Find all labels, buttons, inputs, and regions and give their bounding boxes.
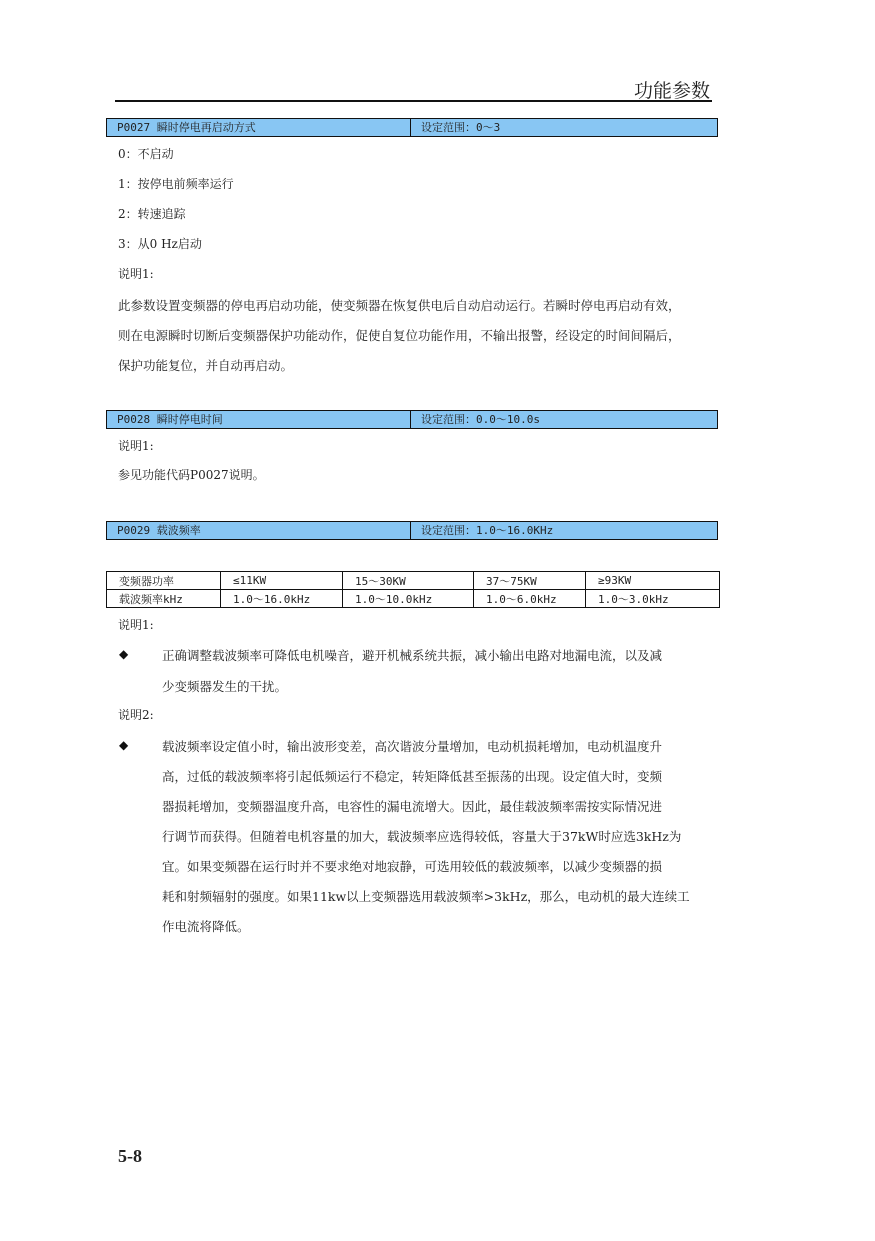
note-label: 说明2: [118,708,154,722]
note-line: 宜。如果变频器在运行时并不要求绝对地寂静，可选用较低的载波频率，以减少变频器的损 [162,859,663,874]
page-number: 5-8 [118,1146,142,1166]
note-label: 说明1: [118,618,154,632]
param-name: P0028 瞬时停电时间 [117,413,223,426]
note-line: 正确调整载波频率可降低电机噪音，避开机械系统共振，减小输出电路对地漏电流，以及减 [162,648,663,663]
table-cell: ≥93KW [586,572,720,590]
note-line: 此参数设置变频器的停电再启动功能，使变频器在恢复供电后自动启动运行。若瞬时停电再启动有效， [118,298,681,313]
param-range: 设定范围：1.0～16.0KHz [421,524,554,537]
option-0: 0：不启动 [118,147,174,161]
param-header-p0027 [106,118,718,137]
note-label: 说明1: [118,267,154,281]
header-rule [115,100,712,102]
note-line: 耗和射频辐射的强度。如果11kw以上变频器选用载波频率>3kHz，那么，电动机的最大连续工 [162,889,690,904]
option-1: 1：按停电前频率运行 [118,177,234,191]
section-title: 功能参数 [633,80,710,102]
table-cell: 1.0～6.0kHz [474,590,586,608]
table-cell: 1.0～10.0kHz [343,590,474,608]
table-cell: 载波频率kHz [107,590,221,608]
param-range: 设定范围：0～3 [421,121,501,134]
note-line: 则在电源瞬时切断后变频器保护功能动作，促使自复位功能作用，不输出报警，经设定的时间间隔后， [118,328,681,343]
note-text: 参见功能代码P0027说明。 [118,468,265,482]
param-name: P0027 瞬时停电再启动方式 [117,121,256,134]
note-line: 行调节而获得。但随着电机容量的加大，载波频率应选得较低，容量大于37kW时应选3kHz为 [162,829,682,844]
table-row [107,590,720,608]
table-cell: 1.0～16.0kHz [221,590,343,608]
param-range: 设定范围：0.0～10.0s [421,413,540,426]
cell-divider [410,119,411,136]
param-header-p0029 [106,521,718,540]
note-line: 高，过低的载波频率将引起低频运行不稳定，转矩降低甚至振荡的出现。设定值大时，变频 [162,769,663,784]
note-label: 说明1: [118,439,154,453]
table-cell: 1.0～3.0kHz [586,590,720,608]
option-2: 2：转速追踪 [118,207,186,221]
table-cell: 变频器功率 [107,572,221,590]
note-line: 载波频率设定值小时，输出波形变差，高次谐波分量增加，电动机损耗增加，电动机温度升 [162,739,663,754]
note-line: 少变频器发生的干扰。 [162,679,288,694]
option-3: 3：从0 Hz启动 [118,237,202,251]
note-line: 器损耗增加，变频器温度升高，电容性的漏电流增大。因此，最佳载波频率需按实际情况进 [162,799,663,814]
note-line: 作电流将降低。 [162,919,250,934]
note-line: 保护功能复位，并自动再启动。 [118,358,294,373]
table-cell: 37～75KW [474,572,586,590]
cell-divider [410,411,411,428]
carrier-frequency-table [106,571,720,608]
param-name: P0029 载波频率 [117,524,201,537]
table-cell: 15～30KW [343,572,474,590]
table-cell: ≤11KW [221,572,343,590]
cell-divider [410,522,411,539]
diamond-bullet-icon: ◆ [119,647,129,661]
diamond-bullet-icon: ◆ [119,738,129,752]
table-row [107,572,720,590]
param-header-p0028 [106,410,718,429]
